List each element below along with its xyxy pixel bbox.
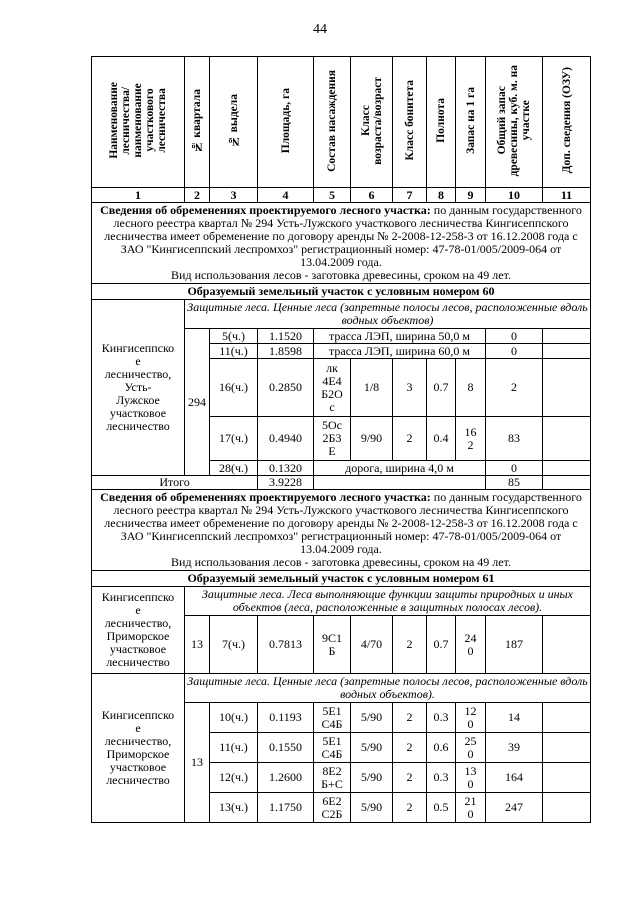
composition-cell: лк 4Е4 Б2О с bbox=[314, 359, 351, 417]
area-cell: 0.4940 bbox=[258, 417, 314, 461]
notice-heading: Сведения об обременениях проектируемого лесного участка: bbox=[100, 490, 431, 504]
protection-row bbox=[92, 674, 591, 703]
protection-row bbox=[92, 587, 591, 616]
total-label: Итого bbox=[92, 476, 258, 490]
protection-row bbox=[92, 300, 591, 329]
note-cell: трасса ЛЭП, ширина 60,0 м bbox=[314, 344, 486, 359]
use-type-text: Вид использования лесов - заготовка древесины, сроком на 49 лет. bbox=[171, 268, 511, 282]
total-row bbox=[92, 476, 591, 490]
age-cell: 5/90 bbox=[351, 703, 393, 733]
age-cell: 5/90 bbox=[351, 793, 393, 823]
area-cell: 0.1320 bbox=[258, 461, 314, 476]
composition-cell: 8Е2 Б+С bbox=[314, 763, 351, 793]
quarter-number: 13 bbox=[185, 616, 210, 674]
area-cell: 0.1193 bbox=[258, 703, 314, 733]
plot-title: Образуемый земельный участок с условным номером 61 bbox=[92, 571, 591, 587]
total-cell: 14 bbox=[486, 703, 543, 733]
vydel-cell: 11(ч.) bbox=[210, 733, 258, 763]
col-number: 9 bbox=[456, 188, 486, 203]
bonitet-cell: 2 bbox=[393, 733, 427, 763]
header-vydel: № выдела bbox=[210, 57, 258, 188]
total-cell: 0 bbox=[486, 329, 543, 344]
area-cell: 1.8598 bbox=[258, 344, 314, 359]
plot-title: Образуемый земельный участок с условным номером 60 bbox=[92, 284, 591, 300]
note-cell: трасса ЛЭП, ширина 50,0 м bbox=[314, 329, 486, 344]
area-cell: 1.2600 bbox=[258, 763, 314, 793]
extra-cell bbox=[543, 344, 591, 359]
vydel-cell: 11(ч.) bbox=[210, 344, 258, 359]
age-cell: 9/90 bbox=[351, 417, 393, 461]
header-density: Полнота bbox=[427, 57, 456, 188]
vydel-cell: 5(ч.) bbox=[210, 329, 258, 344]
total-cell: 247 bbox=[486, 793, 543, 823]
forestry-name: Кингисеппско е лесничество, Усть- Лужское участковое лесничество bbox=[92, 300, 185, 476]
area-cell: 0.7813 bbox=[258, 616, 314, 674]
extra-cell bbox=[543, 733, 591, 763]
total-cell: 83 bbox=[486, 417, 543, 461]
bonitet-cell: 2 bbox=[393, 616, 427, 674]
bonitet-cell: 2 bbox=[393, 793, 427, 823]
header-row bbox=[92, 57, 591, 188]
protection-category: Защитные леса. Леса выполняющие функции защиты природных и иных объектов (леса, расположенные в защитных полосах лесов). bbox=[185, 587, 591, 616]
age-cell: 5/90 bbox=[351, 733, 393, 763]
stock-cell: 13 0 bbox=[456, 763, 486, 793]
total-cell: 0 bbox=[486, 461, 543, 476]
vydel-cell: 10(ч.) bbox=[210, 703, 258, 733]
header-extra-info: Доп. сведения (ОЗУ) bbox=[543, 57, 591, 188]
age-cell: 5/90 bbox=[351, 763, 393, 793]
density-cell: 0.5 bbox=[427, 793, 456, 823]
density-cell: 0.4 bbox=[427, 417, 456, 461]
vydel-cell: 17(ч.) bbox=[210, 417, 258, 461]
density-cell: 0.3 bbox=[427, 703, 456, 733]
composition-cell: 9С1 Б bbox=[314, 616, 351, 674]
encumbrance-notice-2 bbox=[92, 490, 591, 571]
stock-cell: 8 bbox=[456, 359, 486, 417]
total-area: 3.9228 bbox=[258, 476, 314, 490]
col-number: 6 bbox=[351, 188, 393, 203]
stock-cell: 24 0 bbox=[456, 616, 486, 674]
col-number: 11 bbox=[543, 188, 591, 203]
protection-category: Защитные леса. Ценные леса (запретные полосы лесов, расположенные вдоль водных объектов) bbox=[185, 300, 591, 329]
vydel-cell: 7(ч.) bbox=[210, 616, 258, 674]
header-composition: Состав насаждения bbox=[314, 57, 351, 188]
col-number: 8 bbox=[427, 188, 456, 203]
vydel-cell: 16(ч.) bbox=[210, 359, 258, 417]
plot-title-row bbox=[92, 284, 591, 300]
bonitet-cell: 2 bbox=[393, 703, 427, 733]
total-cell: 0 bbox=[486, 344, 543, 359]
bonitet-cell: 2 bbox=[393, 763, 427, 793]
composition-cell: 6Е2 С2Б bbox=[314, 793, 351, 823]
header-total-stock: Общий запас древесины, куб. м. на участке bbox=[486, 57, 543, 188]
stock-cell: 16 2 bbox=[456, 417, 486, 461]
forestry-name: Кингисеппско е лесничество, Приморское участковое лесничество bbox=[92, 674, 185, 823]
composition-cell: 5Е1 С4Б bbox=[314, 733, 351, 763]
extra-cell bbox=[543, 763, 591, 793]
column-number-row bbox=[92, 188, 591, 203]
composition-cell: 5Е1 С4Б bbox=[314, 703, 351, 733]
stock-cell: 12 0 bbox=[456, 703, 486, 733]
empty-cell bbox=[314, 476, 486, 490]
notice-text: по данным государственного лесного реестра квартал № 294 Усть-Лужского участкового лесничества Кингисеппского лесничества имеет обременение по договору аренды № 2-2008-12-258-3 от 16.12.2008 года с ЗАО "Кингисеппский леспромхоз" регистрационный номер: 47-78-01/005/2009-064 от 13.04.2009 года. bbox=[104, 490, 582, 556]
forestry-name: Кингисеппско е лесничество, Приморское участковое лесничество bbox=[92, 587, 185, 674]
note-cell: дорога, ширина 4,0 м bbox=[314, 461, 486, 476]
plot-title-row bbox=[92, 571, 591, 587]
col-number: 3 bbox=[210, 188, 258, 203]
col-number: 1 bbox=[92, 188, 185, 203]
stock-cell: 25 0 bbox=[456, 733, 486, 763]
density-cell: 0.7 bbox=[427, 359, 456, 417]
density-cell: 0.7 bbox=[427, 616, 456, 674]
bonitet-cell: 2 bbox=[393, 417, 427, 461]
area-cell: 1.1750 bbox=[258, 793, 314, 823]
extra-cell bbox=[543, 359, 591, 417]
header-forestry: Наименование лесничества/ наименование участкового лесничества bbox=[92, 57, 185, 188]
age-cell: 1/8 bbox=[351, 359, 393, 417]
forest-plot-table bbox=[91, 56, 591, 823]
header-quarter: № квартала bbox=[185, 57, 210, 188]
area-cell: 0.2850 bbox=[258, 359, 314, 417]
extra-cell bbox=[543, 329, 591, 344]
area-cell: 1.1520 bbox=[258, 329, 314, 344]
extra-cell bbox=[543, 793, 591, 823]
protection-category: Защитные леса. Ценные леса (запретные полосы лесов, расположенные вдоль водных объектов). bbox=[185, 674, 591, 703]
density-cell: 0.3 bbox=[427, 763, 456, 793]
col-number: 4 bbox=[258, 188, 314, 203]
col-number: 5 bbox=[314, 188, 351, 203]
notice-text: по данным государственного лесного реестра квартал № 294 Усть-Лужского участкового лесничества Кингисеппского лесничества имеет обременение по договору аренды № 2-2008-12-258-3 от 16.12.2008 года с ЗАО "Кингисеппский леспромхоз" регистрационный номер: 47-78-01/005/2009-064 от 13.04.2009 года. bbox=[104, 203, 582, 269]
extra-cell bbox=[543, 616, 591, 674]
extra-cell bbox=[543, 476, 591, 490]
col-number: 10 bbox=[486, 188, 543, 203]
total-volume: 85 bbox=[486, 476, 543, 490]
use-type-text: Вид использования лесов - заготовка древесины, сроком на 49 лет. bbox=[171, 555, 511, 569]
area-cell: 0.1550 bbox=[258, 733, 314, 763]
header-age-class: Класс возраста/возраст bbox=[351, 57, 393, 188]
extra-cell bbox=[543, 703, 591, 733]
col-number: 2 bbox=[185, 188, 210, 203]
header-bonitet: Класс бонитета bbox=[393, 57, 427, 188]
total-cell: 187 bbox=[486, 616, 543, 674]
notice-heading: Сведения об обременениях проектируемого лесного участка: bbox=[100, 203, 431, 217]
composition-cell: 5Ос 2Б3 Е bbox=[314, 417, 351, 461]
extra-cell bbox=[543, 461, 591, 476]
vydel-cell: 28(ч.) bbox=[210, 461, 258, 476]
stock-cell: 21 0 bbox=[456, 793, 486, 823]
bonitet-cell: 3 bbox=[393, 359, 427, 417]
col-number: 7 bbox=[393, 188, 427, 203]
quarter-number: 13 bbox=[185, 703, 210, 823]
extra-cell bbox=[543, 417, 591, 461]
encumbrance-notice-1 bbox=[92, 203, 591, 284]
total-cell: 164 bbox=[486, 763, 543, 793]
total-cell: 2 bbox=[486, 359, 543, 417]
total-cell: 39 bbox=[486, 733, 543, 763]
age-cell: 4/70 bbox=[351, 616, 393, 674]
vydel-cell: 13(ч.) bbox=[210, 793, 258, 823]
quarter-number: 294 bbox=[185, 329, 210, 476]
page-number: 44 bbox=[313, 22, 327, 37]
vydel-cell: 12(ч.) bbox=[210, 763, 258, 793]
header-stock-per-ha: Запас на 1 га bbox=[456, 57, 486, 188]
density-cell: 0.6 bbox=[427, 733, 456, 763]
header-area: Площадь, га bbox=[258, 57, 314, 188]
